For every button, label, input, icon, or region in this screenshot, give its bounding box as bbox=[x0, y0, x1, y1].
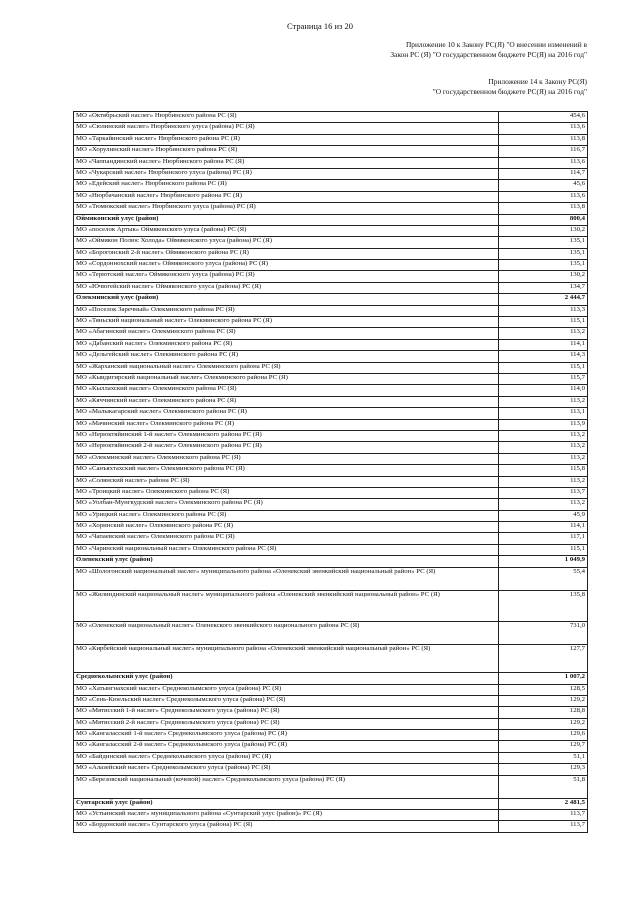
annex-14-line2: "О государственном бюджете РС(Я) на 2016 год" bbox=[432, 86, 587, 96]
page-number: Страница 16 из 20 bbox=[286, 21, 354, 31]
annex-14-line1: Приложение 14 к Закону РС(Я) bbox=[488, 77, 587, 86]
table-row bbox=[74, 351, 588, 362]
table-row bbox=[74, 396, 588, 407]
annex-14-header bbox=[433, 77, 587, 96]
row-name: МО «Нюрбачанский наслег» Нюрбинского района РС (Я) bbox=[74, 191, 499, 202]
budget-table-body bbox=[74, 112, 588, 833]
row-value: 113,1 bbox=[499, 408, 588, 419]
table-row bbox=[74, 225, 588, 236]
row-value: 45,9 bbox=[499, 510, 588, 521]
row-value: 51,8 bbox=[499, 775, 588, 798]
row-value: 130,2 bbox=[499, 271, 588, 282]
row-value: 135,8 bbox=[499, 591, 588, 622]
row-value: 1 049,9 bbox=[499, 556, 588, 567]
row-value: 2 481,5 bbox=[499, 798, 588, 809]
district-total-row bbox=[74, 214, 588, 225]
row-value: 731,0 bbox=[499, 622, 588, 645]
row-name: МО «Кяччинский наслег» Олекминского района РС (Я) bbox=[74, 396, 499, 407]
row-name: МО «Кыидигирский национальный наслег» Олекминского района РС (Я) bbox=[74, 373, 499, 384]
row-value: 116,7 bbox=[499, 146, 588, 157]
table-row bbox=[74, 741, 588, 752]
row-value: 113,7 bbox=[499, 821, 588, 832]
row-name: МО «Кангаласский 1-й наслег» Среднеколымского улуса (района) РС (Я) bbox=[74, 730, 499, 741]
row-value: 113,2 bbox=[499, 453, 588, 464]
row-name: МО «Оленекский национальный наслег» Оленекского эвенкийского национального района РС (Я) bbox=[74, 622, 499, 645]
table-row bbox=[74, 442, 588, 453]
row-value: 113,3 bbox=[499, 305, 588, 316]
row-name: МО «Терютский наслег» Оймяконского улуса (района) РС (Я) bbox=[74, 271, 499, 282]
row-value: 55,4 bbox=[499, 567, 588, 591]
row-value: 113,6 bbox=[499, 123, 588, 134]
table-row bbox=[74, 203, 588, 214]
row-name: МО «Байдинский наслег» Среднеколымского улуса (района) РС (Я) bbox=[74, 752, 499, 763]
table-row bbox=[74, 453, 588, 464]
row-value: 114,3 bbox=[499, 351, 588, 362]
row-value: 115,7 bbox=[499, 373, 588, 384]
row-value: 800,4 bbox=[499, 214, 588, 225]
table-row bbox=[74, 339, 588, 350]
row-value: 129,2 bbox=[499, 695, 588, 706]
row-name: МО «Сюлинский наслег» Нюрбинского улуса (района) РС (Я) bbox=[74, 123, 499, 134]
row-value: 113,2 bbox=[499, 430, 588, 441]
table-row bbox=[74, 499, 588, 510]
row-value: 115,1 bbox=[499, 362, 588, 373]
budget-table bbox=[73, 111, 588, 833]
row-value: 114,1 bbox=[499, 522, 588, 533]
table-row bbox=[74, 157, 588, 168]
row-name: Среднеколымский улус (район) bbox=[74, 673, 499, 684]
row-value: 129,6 bbox=[499, 730, 588, 741]
row-value: 128,8 bbox=[499, 707, 588, 718]
row-name: МО «Солянский наслег» района РС (Я) bbox=[74, 476, 499, 487]
table-row bbox=[74, 112, 588, 123]
row-name: МО «Мятисский 2-й наслег» Среднеколымского улуса (района) РС (Я) bbox=[74, 718, 499, 729]
table-row bbox=[74, 510, 588, 521]
row-value: 129,3 bbox=[499, 764, 588, 775]
row-value: 1 007,2 bbox=[499, 673, 588, 684]
row-name: Олекминский улус (район) bbox=[74, 294, 499, 305]
table-row bbox=[74, 544, 588, 555]
row-name: МО «Устьинский наслег» муниципального района «Сунтарский улус (район)» РС (Я) bbox=[74, 810, 499, 821]
row-value: 454,6 bbox=[499, 112, 588, 123]
row-name: МО «Кирбейский национальный наслег» муниципального района «Оленекский эвенкийский национальный район» РС (Я) bbox=[74, 645, 499, 673]
row-name: МО «Алазейский наслег» Среднеколымского улуса (района) РС (Я) bbox=[74, 764, 499, 775]
table-row bbox=[74, 271, 588, 282]
row-value: 113,8 bbox=[499, 134, 588, 145]
row-name: МО «Троицкий наслег» Олекминского района РС (Я) bbox=[74, 487, 499, 498]
row-name: МО «Октябрьский наслег» Нюрбинского района РС (Я) bbox=[74, 112, 499, 123]
row-value: 114,1 bbox=[499, 339, 588, 350]
table-row bbox=[74, 591, 588, 622]
table-row bbox=[74, 752, 588, 763]
row-name: МО «Тюмюкский наслег» Нюрбинского улуса (района) РС (Я) bbox=[74, 203, 499, 214]
table-row bbox=[74, 248, 588, 259]
row-name: МО «Едейский наслег» Нюрбинского района РС (Я) bbox=[74, 180, 499, 191]
row-name: МО «Уолбан-Мунгкудский наслег» Олекминского района РС (Я) bbox=[74, 499, 499, 510]
row-name: МО «поселок Артык» Оймяконского улуса (района) РС (Я) bbox=[74, 225, 499, 236]
row-value: 113,2 bbox=[499, 396, 588, 407]
row-name: МО «Тяньский национальный наслег» Олекминского района РС (Я) bbox=[74, 317, 499, 328]
table-row bbox=[74, 419, 588, 430]
row-name: МО «Поселок Заречный» Олекминского района РС (Я) bbox=[74, 305, 499, 316]
row-value: 113,6 bbox=[499, 191, 588, 202]
row-name: МО «Нерюктяйинский 2-й наслег» Олекминского района РС (Я) bbox=[74, 442, 499, 453]
district-total-row bbox=[74, 556, 588, 567]
row-name: МО «Оймякон Полюс Холода» Оймяконского улуса (района) РС (Я) bbox=[74, 237, 499, 248]
annex-10-line2: Закон РС (Я) "О государственном бюджете РС(Я) на 2016 год" bbox=[390, 49, 587, 59]
row-name: МО «Хоринский наслег» Олекминского района РС (Я) bbox=[74, 522, 499, 533]
table-row bbox=[74, 730, 588, 741]
table-row bbox=[74, 146, 588, 157]
table-row bbox=[74, 180, 588, 191]
table-row bbox=[74, 522, 588, 533]
row-name: МО «Чапаевский наслег» Олекминского района РС (Я) bbox=[74, 533, 499, 544]
table-row bbox=[74, 533, 588, 544]
annex-10-header bbox=[390, 40, 587, 59]
district-total-row bbox=[74, 673, 588, 684]
table-row bbox=[74, 684, 588, 695]
row-name: Оленекский улус (район) bbox=[74, 556, 499, 567]
row-name: МО «Чаппандинский наслег» Нюрбинского района РС (Я) bbox=[74, 157, 499, 168]
table-row bbox=[74, 764, 588, 775]
row-name: МО «Чаринский национальный наслег» Олекминского района РС (Я) bbox=[74, 544, 499, 555]
table-row bbox=[74, 810, 588, 821]
row-name: МО «Урицкий наслег» Олекминского района РС (Я) bbox=[74, 510, 499, 521]
table-row bbox=[74, 718, 588, 729]
annex-10-line1: Приложение 10 к Закону РС(Я) "О внесении изменений в bbox=[405, 40, 587, 49]
table-row bbox=[74, 328, 588, 339]
table-row bbox=[74, 487, 588, 498]
table-row bbox=[74, 695, 588, 706]
row-value: 113,2 bbox=[499, 328, 588, 339]
row-value: 128,5 bbox=[499, 684, 588, 695]
row-name: МО «Бордонский наслег» Сунтарского улуса (района) РС (Я) bbox=[74, 821, 499, 832]
table-row bbox=[74, 707, 588, 718]
row-value: 113,6 bbox=[499, 157, 588, 168]
row-name: МО «Сень-Кюельский наслег» Среднеколымского улуса (района) РС (Я) bbox=[74, 695, 499, 706]
table-row bbox=[74, 260, 588, 271]
row-value: 45,6 bbox=[499, 180, 588, 191]
row-value: 113,8 bbox=[499, 203, 588, 214]
row-value: 117,1 bbox=[499, 533, 588, 544]
row-value: 115,1 bbox=[499, 317, 588, 328]
table-row bbox=[74, 821, 588, 832]
row-name: МО «Кангаласский 2-й наслег» Среднеколымского улуса (района) РС (Я) bbox=[74, 741, 499, 752]
row-value: 135,1 bbox=[499, 237, 588, 248]
row-value: 130,2 bbox=[499, 225, 588, 236]
row-value: 113,2 bbox=[499, 442, 588, 453]
table-row bbox=[74, 305, 588, 316]
row-value: 135,1 bbox=[499, 260, 588, 271]
district-total-row bbox=[74, 294, 588, 305]
row-name: МО «Олекминский наслег» Олекминского района РС (Я) bbox=[74, 453, 499, 464]
table-row bbox=[74, 567, 588, 591]
table-row bbox=[74, 430, 588, 441]
table-row bbox=[74, 134, 588, 145]
table-row bbox=[74, 123, 588, 134]
table-row bbox=[74, 282, 588, 293]
row-value: 129,2 bbox=[499, 718, 588, 729]
row-name: МО «Шологонский национальный наслег» муниципального района «Оленекский эвенкийский национальный район» РС (Я) bbox=[74, 567, 499, 591]
district-total-row bbox=[74, 798, 588, 809]
row-value: 51,1 bbox=[499, 752, 588, 763]
table-row bbox=[74, 465, 588, 476]
row-value: 113,9 bbox=[499, 419, 588, 430]
row-name: МО «Сордоннохский наслег» Оймяконского улуса (района) РС (Я) bbox=[74, 260, 499, 271]
row-value: 127,7 bbox=[499, 645, 588, 673]
row-name: МО «Жарханский национальный наслег» Олекминского района РС (Я) bbox=[74, 362, 499, 373]
row-name: МО «Жилиндинский национальный наслег» муниципального района «Оленекский эвенкийский национальный район» РС (Я) bbox=[74, 591, 499, 622]
table-row bbox=[74, 645, 588, 673]
row-value: 113,7 bbox=[499, 810, 588, 821]
row-name: МО «Дабанский наслег» Олекминского района РС (Я) bbox=[74, 339, 499, 350]
row-name: МО «Абагинский наслег» Олекминского района РС (Я) bbox=[74, 328, 499, 339]
row-value: 2 444,7 bbox=[499, 294, 588, 305]
row-value: 129,7 bbox=[499, 741, 588, 752]
table-row bbox=[74, 168, 588, 179]
row-name: МО «Мятисский 1-й наслег» Среднеколымского улуса (района) РС (Я) bbox=[74, 707, 499, 718]
table-row bbox=[74, 317, 588, 328]
row-name: МО «Санъяхтахский наслег» Олекминского района РС (Я) bbox=[74, 465, 499, 476]
row-name: МО «Хатынгнахский наслег» Среднеколымского улуса (района) РС (Я) bbox=[74, 684, 499, 695]
row-value: 134,7 bbox=[499, 282, 588, 293]
row-value: 115,8 bbox=[499, 465, 588, 476]
row-name: МО «Дельгейский наслег» Олекминского района РС (Я) bbox=[74, 351, 499, 362]
row-name: МО «Нерюктяйинский 1-й наслег» Олекминского района РС (Я) bbox=[74, 430, 499, 441]
table-row bbox=[74, 476, 588, 487]
table-row bbox=[74, 362, 588, 373]
row-value: 115,1 bbox=[499, 544, 588, 555]
row-name: МО «Кыллахский наслег» Олекминского района РС (Я) bbox=[74, 385, 499, 396]
table-row bbox=[74, 191, 588, 202]
row-name: МО «Малыкагарский наслег» Олекминского района РС (Я) bbox=[74, 408, 499, 419]
row-name: МО «Таркайинский наслег» Нюрбинского района РС (Я) bbox=[74, 134, 499, 145]
row-value: 114,7 bbox=[499, 168, 588, 179]
row-name: Оймяконский улус (район) bbox=[74, 214, 499, 225]
row-value: 113,2 bbox=[499, 476, 588, 487]
row-value: 113,2 bbox=[499, 499, 588, 510]
row-name: МО «Борогонский 2-й наслег» Оймяконского района РС (Я) bbox=[74, 248, 499, 259]
row-name: Сунтарский улус (район) bbox=[74, 798, 499, 809]
table-row bbox=[74, 385, 588, 396]
row-value: 135,1 bbox=[499, 248, 588, 259]
row-value: 114,0 bbox=[499, 385, 588, 396]
row-name: МО «Хорулинский наслег» Нюрбинского района РС (Я) bbox=[74, 146, 499, 157]
row-name: МО «Березовский национальный (кочевой) наслег» Среднеколымского улуса (района) РС (Я) bbox=[74, 775, 499, 798]
row-name: МО «Ючюгейский наслег» Оймяконского улуса (района) РС (Я) bbox=[74, 282, 499, 293]
table-row bbox=[74, 622, 588, 645]
table-row bbox=[74, 373, 588, 384]
table-row bbox=[74, 775, 588, 798]
row-value: 113,7 bbox=[499, 487, 588, 498]
row-name: МО «Чукарский наслег» Нюрбинского улуса (района) РС (Я) bbox=[74, 168, 499, 179]
table-row bbox=[74, 408, 588, 419]
table-row bbox=[74, 237, 588, 248]
row-name: МО «Мачинский наслег» Олекминского района РС (Я) bbox=[74, 419, 499, 430]
